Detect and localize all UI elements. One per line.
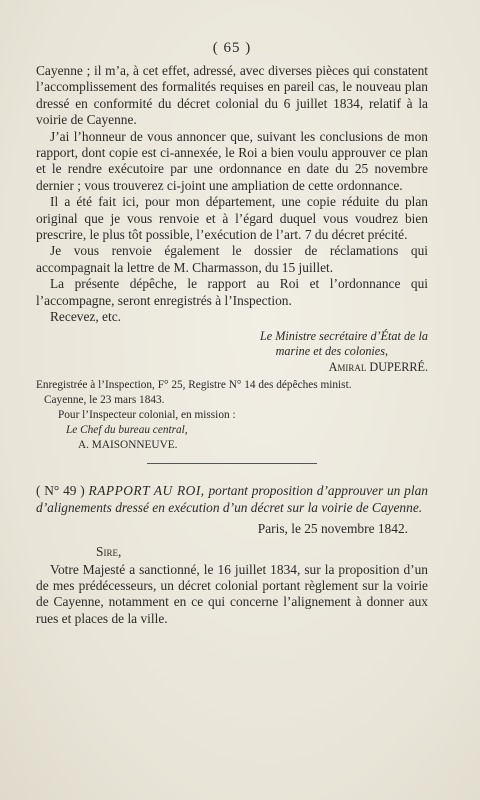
signature-line-2: marine et des colonies, <box>275 343 388 358</box>
paragraph-1: Cayenne ; il m’a, à cet effet, adressé, avec diverses pièces qui constatent l’accomplissement des formalités requises en pareil cas, le nouveau plan dressé en conformité du décret colonial du 6 juillet 1834, relatif à la voirie de Cayenne. <box>36 63 428 128</box>
report-heading <box>36 482 428 516</box>
registration-line-5: A. MAISONNEUVE. <box>78 438 178 451</box>
registration-line-3: Pour l’Inspecteur colonial, en mission : <box>58 408 236 421</box>
signature-name-line <box>36 359 428 375</box>
report-title: RAPPORT AU ROI, <box>88 482 205 498</box>
paragraph-4: Je vous renvoie également le dossier de réclamations qui accompagnait la lettre de M. Charmasson, du 15 juillet. <box>36 243 428 275</box>
paragraph-3: Il a été fait ici, pour mon département, une copie réduite du plan original que je vous renvoie et à l’égard duquel vous voudrez bien prescrire, le plus tôt possible, l’exécution de l’art. 7 du décret précité. <box>36 194 428 243</box>
registration-line-2: Cayenne, le 23 mars 1843. <box>44 393 165 406</box>
signature-title: Amiral <box>328 359 367 374</box>
signature-line-1: Le Ministre secrétaire d’État de la <box>260 328 428 343</box>
report-subtitle: portant proposition d’approuver un plan d’alignements dressé en exécution d’un décret sur la voirie de Cayenne. <box>36 482 428 515</box>
report-number: ( N° 49 ) <box>36 482 85 498</box>
section-divider <box>147 463 317 464</box>
paragraph-5: La présente dépêche, le rapport au Roi et l’ordonnance qui l’accompagne, seront enregistrés à l’Inspection. <box>36 276 428 308</box>
report-date: Paris, le 25 novembre 1842. <box>257 520 408 536</box>
report-salutation: Sire, <box>96 543 122 559</box>
registration-line-1: Enregistrée à l’Inspection, F° 25, Registre N° 14 des dépêches minist. <box>36 378 352 391</box>
paragraph-6: Recevez, etc. <box>50 309 121 325</box>
paragraph-2: J’ai l’honneur de vous annoncer que, suivant les conclusions de mon rapport, dont copie est ci-annexée, le Roi a bien voulu approuver ce plan et le rendre exécutoire par une ordonnance en date du 25 novembre dernier ; vous trouverez ci-joint une ampliation de cette ordonnance. <box>36 128 428 193</box>
report-body: Votre Majesté a sanctionné, le 16 juillet 1834, sur la proposition d’un de mes prédécesseurs, un décret colonial portant règlement sur la voirie de Cayenne, notamment en ce qui concerne l’alignement à donner aux rues et places de la ville. <box>36 561 428 626</box>
registration-line-4: Le Chef du bureau central, <box>66 423 188 436</box>
signature-name: DUPERRÉ. <box>369 359 428 374</box>
page-number: ( 65 ) <box>212 40 252 56</box>
